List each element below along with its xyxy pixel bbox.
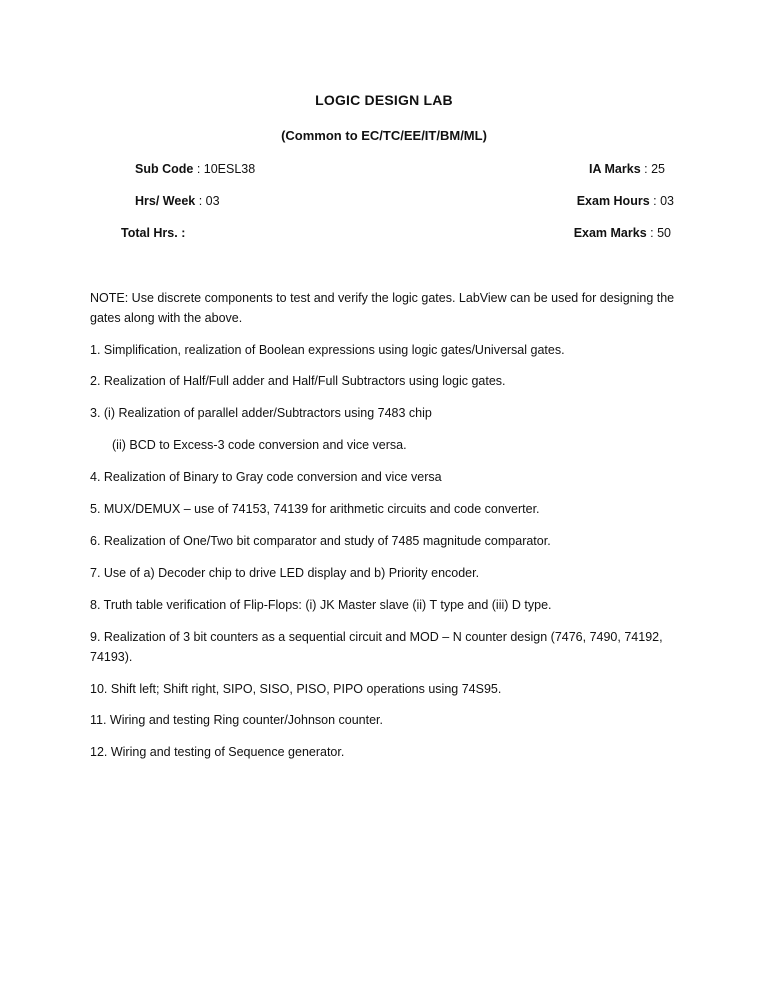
exam-hours-label: Exam Hours [576,194,650,208]
page-title: LOGIC DESIGN LAB [315,92,453,108]
exam-hours-field [577,194,674,208]
ia-marks-label: IA Marks [589,162,641,176]
total-hrs-label: Total Hrs. : [121,226,186,240]
exam-marks-field [574,226,671,240]
exam-hours-value: : 03 [653,194,674,208]
experiment-item: 4. Realization of Binary to Gray code conversion and vice versa [90,470,442,484]
note-paragraph: NOTE: Use discrete components to test and verify the logic gates. LabView can be used for designing the gates along with the above. [90,291,675,325]
experiment-item: 8. Truth table verification of Flip-Flops: (i) JK Master slave (ii) T type and (iii) D type. [90,598,552,612]
ia-marks-value: : 25 [644,162,665,176]
experiment-item: 2. Realization of Half/Full adder and Half/Full Subtractors using logic gates. [90,374,506,388]
experiment-item: 12. Wiring and testing of Sequence generator. [90,745,345,759]
exam-marks-value: : 50 [650,226,671,240]
hrs-week-label: Hrs/ Week [135,194,196,208]
experiment-item: 6. Realization of One/Two bit comparator and study of 7485 magnitude comparator. [90,534,551,548]
total-hrs-field [121,226,185,240]
sub-code-value: : 10ESL38 [196,162,256,176]
sub-code-field [135,162,255,176]
experiment-subitem: (ii) BCD to Excess-3 code conversion and vice versa. [112,438,407,452]
experiment-item: 3. (i) Realization of parallel adder/Subtractors using 7483 chip [90,406,432,420]
experiment-item: 7. Use of a) Decoder chip to drive LED display and b) Priority encoder. [90,566,480,580]
experiment-item: 5. MUX/DEMUX – use of 74153, 74139 for arithmetic circuits and code converter. [90,502,540,516]
sub-code-label: Sub Code [135,162,194,176]
page-subtitle: (Common to EC/TC/EE/IT/BM/ML) [281,128,487,143]
experiment-item: 9. Realization of 3 bit counters as a sequential circuit and MOD – N counter design (7476, 7490, 74192, 74193). [90,630,663,664]
exam-marks-label: Exam Marks [573,226,647,240]
experiment-item: 1. Simplification, realization of Boolean expressions using logic gates/Universal gates. [90,343,565,357]
hrs-week-field [135,194,220,208]
ia-marks-field [589,162,665,176]
hrs-week-value: : 03 [198,194,220,208]
experiment-item: 10. Shift left; Shift right, SIPO, SISO, PISO, PIPO operations using 74S95. [90,682,502,696]
experiment-item: 11. Wiring and testing Ring counter/Johnson counter. [90,713,383,727]
